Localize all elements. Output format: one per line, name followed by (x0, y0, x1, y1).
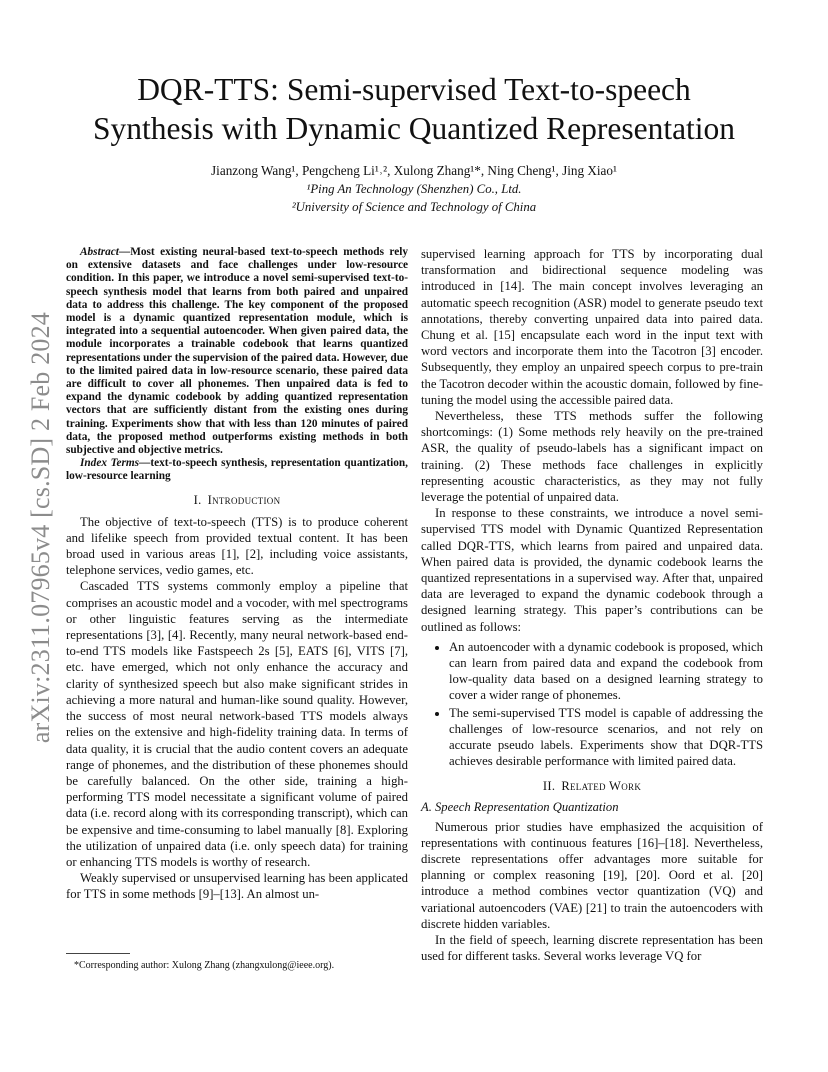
section-number: II. (542, 778, 556, 793)
intro-paragraph-2: Cascaded TTS systems commonly employ a pipeline that comprises an acoustic model and a vocoder, with mel spectrograms or other linguistic features serving as the intermediate representations [3], [4]. Recently, many neural network-based end-to-end TTS models like Fastspeech 2s [5], EATS [6], VITS [7], etc. have emerged, which not only enhance the accuracy and clarity of synthesized speech but also make significant strides in achieving a more natural and human-like sound quality. However, the success of most neural network-based TTS models always relies on the extensive and high-fidelity training data. In terms of data quality, it is crucial that the audio content covers an adequate range of phonemes, and the distribution of these phonemes should be carefully balanced. On the other side, training a high-performing TTS model necessitate a significant volume of paired data (i.e. record along with its corresponding transcript), which can be expensive and time-consuming to label manually [8]. Exploring the utilization of unpaired data (i.e. only speech data) for training or enhancing TTS models is worthy of research. (66, 579, 408, 869)
intro-paragraph-3: Weakly supervised or unsupervised learning has been applicated for TTS in some methods [9]–[13]. An almost un- (66, 871, 408, 902)
footnote-divider (66, 953, 130, 954)
section-title: Related Work (561, 778, 642, 793)
index-terms-text: —text-to-speech synthesis, representation quantization, low-resource learning (66, 457, 408, 483)
affiliation-1: ¹Ping An Technology (Shenzhen) Co., Ltd. (306, 182, 522, 196)
related-work-paragraph-1: Numerous prior studies have emphasized the acquisition of representations with continuous features [16]–[18]. Nevertheless, discrete representations offer advantages more suitable for planning or complex reasoning [19], [20]. Oord et al. [20] introduce a method combines vector quantization (VQ) and variational autoencoders (VAE) [21] to train the autoencoders with discrete hidden variables. (421, 819, 763, 931)
left-column (66, 246, 408, 903)
index-terms (66, 457, 408, 483)
paper-title (40, 70, 788, 148)
list-item: • The semi-supervised TTS model is capable of addressing the challenges of low-resource scenarios, and not rely on accurate pseudo labels. Experiments show that DQR-TTS achieves desirable performance with limited paired data. (449, 705, 763, 770)
subsection-heading: A. Speech Representation Quantization (421, 799, 619, 814)
intro-paragraph-1: The objective of text-to-speech (TTS) is to produce coherent and lifelike speech from provided textual content. It has been broad used in various areas [1], [2], including voice assistants, telephone services, vedio games, etc. (66, 514, 408, 578)
footnote: *Corresponding author: Xulong Zhang (zhangxulong@ieee.org). (74, 960, 335, 971)
arxiv-identifier: arXiv:2311.07965v4 [cs.SD] 2 Feb 2024 (26, 312, 55, 744)
list-item: • An autoencoder with a dynamic codebook is proposed, which can learn from paired data and expand the codebook from low-quality data based on a designed learning strategy to cover a wider range of phonemes. (449, 639, 763, 704)
index-terms-label: Index Terms (80, 457, 140, 470)
right-paragraph-3: In response to these constraints, we introduce a novel semi-supervised TTS model with Dynamic Quantized Representation called DQR-TTS, which learns from paired and unpaired data. When paired data is provided, the dynamic codebook learns the quantized representations in a supervised way. After that, unpaired data are leveraged to expand the dynamic codebook through a designed learning strategy. This paper’s contributions can be outlined as follows: (421, 506, 763, 634)
section-heading-related-work (421, 779, 763, 794)
affiliation-2: ²University of Science and Technology of China (291, 200, 537, 214)
abstract-text: —Most existing neural-based text-to-speech methods rely on extensive datasets and face challenges under low-resource condition. In this paper, we introduce a novel semi-supervised text-to-speech synthesis model that learns from both paired and unpaired data to address this challenge. The key component of the proposed model is a dynamic quantized representation module, which is integrated into a sequential autoencoder. When given paired data, the module incorporates a trainable codebook that learns quantized representations under the supervision of the paired data. However, due to the limited paired data in low-resource scenario, these paired data are difficult to cover all phonemes. Then unpaired data is fed to expand the dynamic codebook by adding quantized representation vectors that are sufficiently distant from the existing ones during training. Experiments show that with less than 120 minutes of paired data, the proposed method outperforms existing methods in both subjective and objective metrics. (66, 246, 408, 457)
abstract (66, 246, 408, 457)
right-column (421, 246, 763, 964)
contributions-list (421, 639, 763, 770)
section-title: Introduction (207, 492, 281, 507)
title-line-1: DQR-TTS: Semi-supervised Text-to-speech (137, 72, 691, 107)
section-heading-introduction (66, 493, 408, 508)
author-list: Jianzong Wang¹, Pengcheng Li¹˒², Xulong Zhang¹*, Ning Cheng¹, Jing Xiao¹ (211, 163, 617, 178)
abstract-label: Abstract (80, 246, 119, 258)
right-paragraph-1: supervised learning approach for TTS by incorporating dual transformation and bidirectional sequence modeling was introduced in [14]. The main concept involves leveraging an automatic speech recognition (ASR) model to generate pseudo text annotations, thereby converting unpaired data into paired data. Chung et al. [15] encapsulate each word in the input text with word vectors and incorporate them into the Tacotron [3] encoder. Subsequently, they employ an unpaired speech corpus to pre-train the Tacotron decoder within the acoustic domain, followed by fine-tuning the model using the accessible paired data. (421, 247, 763, 407)
related-work-paragraph-2: In the field of speech, learning discrete representation has been used for different tasks. Several works leverage VQ for (421, 932, 763, 964)
section-number: I. (193, 492, 202, 507)
arxiv-side-stamp (26, 312, 56, 743)
right-paragraph-2: Nevertheless, these TTS methods suffer the following shortcomings: (1) Some methods rely heavily on the pre-trained ASR, the quality of pseudo-labels has a significant impact on training. (2) These methods face challenges in explicitly representing acoustic characteristics, as they may not fully leverage the potential of unpaired data. (421, 409, 763, 505)
title-line-2: Synthesis with Dynamic Quantized Representation (92, 111, 736, 146)
